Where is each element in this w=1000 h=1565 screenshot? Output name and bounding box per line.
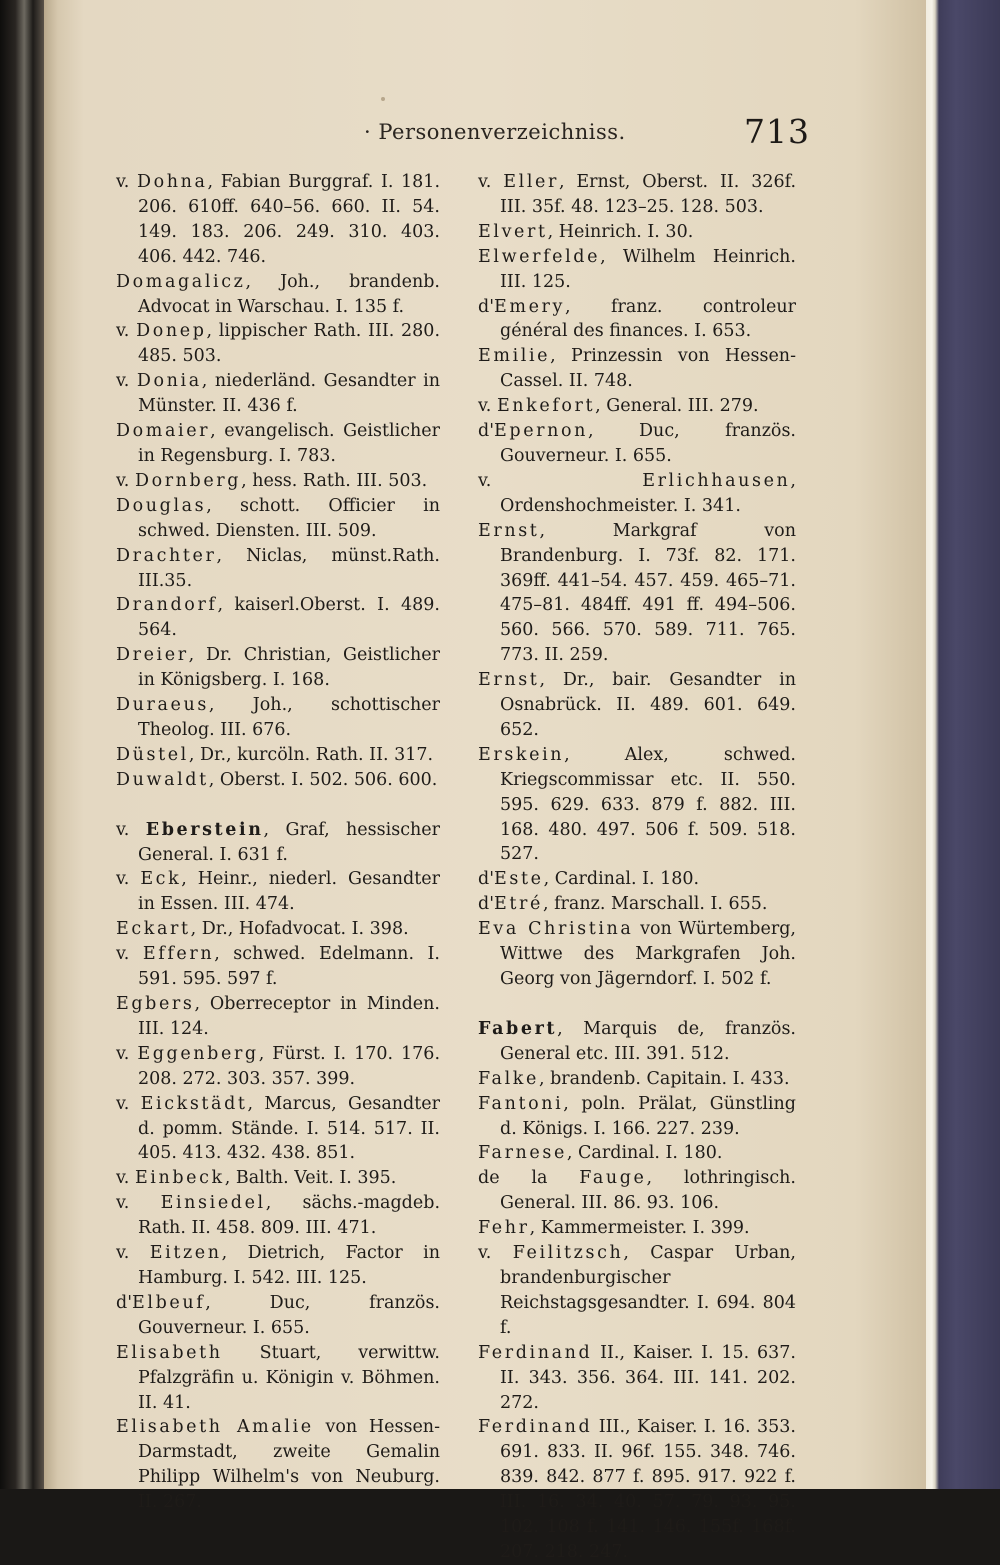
entry-prefix: v. xyxy=(116,371,137,392)
entry-references: , General. III. 279. xyxy=(595,396,759,417)
index-entry xyxy=(116,494,440,544)
entry-name: Falke xyxy=(478,1068,539,1089)
entry-name: Egbers xyxy=(116,994,195,1014)
entry-references: , Marcus, Gesandter d. pomm. Stände. I. 514. 517. II. 405. 413. 432. 438. 851. xyxy=(138,1093,440,1164)
index-entry xyxy=(116,818,440,868)
entry-prefix: v. xyxy=(116,1168,135,1189)
entry-name: Farnese xyxy=(478,1143,567,1164)
index-entry xyxy=(478,1241,796,1341)
entry-name: Eickstädt xyxy=(140,1093,248,1114)
entry-references: , Oberreceptor in Minden. III. 124. xyxy=(138,994,440,1039)
index-entry xyxy=(116,917,440,942)
entry-name: Duwaldt xyxy=(116,769,209,790)
entry-name: Eck xyxy=(140,869,182,890)
index-entry xyxy=(116,693,440,743)
index-column-right xyxy=(478,170,796,1565)
entry-name: Enkefort xyxy=(496,396,596,417)
index-entry xyxy=(478,519,796,668)
entry-name: Eitzen xyxy=(149,1243,222,1264)
entry-name: Elisabeth Amalie xyxy=(116,1417,314,1438)
index-entry xyxy=(116,469,440,494)
entry-name: Ernst xyxy=(478,670,540,691)
index-entry xyxy=(478,1141,796,1166)
page-number: 713 xyxy=(744,112,810,151)
index-entry xyxy=(116,1415,440,1515)
entry-references: , lothringisch. General. III. 86. 93. 106. xyxy=(500,1168,796,1214)
entry-references: , Heinrich. I. 30. xyxy=(547,221,694,242)
entry-name: Effern xyxy=(142,944,215,965)
index-entry xyxy=(116,1341,440,1416)
entry-references: , franz. Marschall. I. 655. xyxy=(542,894,768,915)
entry-references: , Heinr., niederl. Gesandter in Essen. III. 474. xyxy=(138,869,441,915)
index-entry xyxy=(478,245,796,295)
entry-references: , Alex, schwed. Kriegscommissar etc. II. 550. 595. 629. 633. 879 f. 882. III. 168. 480. 497. 506 f. 509. 518. 527. xyxy=(500,744,796,865)
entry-references: , Dr., kurcöln. Rath. II. 317. xyxy=(188,744,434,765)
entry-references: , Fabian Burggraf. I. 181. 206. 610ff. 640–56. 660. II. 54. 149. 183. 206. 249. 310. 403. 406. 442. 746. xyxy=(138,172,441,267)
index-entry xyxy=(116,743,440,768)
entry-name: Dohna xyxy=(137,172,208,192)
entry-name: Eller xyxy=(503,172,559,192)
index-entry xyxy=(116,544,440,594)
entry-references: , Marquis de, französ. General etc. III. 391. 512. xyxy=(500,1018,796,1064)
index-entry xyxy=(478,419,796,469)
entry-references: , Ordenshochmeister. I. 341. xyxy=(500,470,796,516)
index-entry xyxy=(478,1341,796,1416)
entry-name: Düstel xyxy=(116,744,189,765)
entry-prefix: v. xyxy=(116,172,137,192)
entry-references: , Oberst. I. 502. 506. 600. xyxy=(208,769,438,790)
index-entry xyxy=(478,867,796,892)
entry-references: , Dr., Hofadvocat. I. 398. xyxy=(190,919,409,940)
book-cover-edge xyxy=(926,0,1000,1489)
entry-references: , Kammermeister. I. 399. xyxy=(529,1218,750,1239)
index-entry xyxy=(116,170,440,270)
entry-references: , sächs.-magdeb. Rath. II. 458. 809. III. 471. xyxy=(138,1193,441,1239)
entry-references: , Cardinal. I. 180. xyxy=(566,1143,723,1164)
index-entry xyxy=(478,743,796,868)
entry-prefix: d' xyxy=(116,1292,133,1313)
index-entry xyxy=(478,220,796,245)
entry-name: Dornberg xyxy=(134,470,242,491)
entry-name: Drachter xyxy=(116,545,217,566)
entry-prefix: d' xyxy=(478,894,495,915)
entry-name: Duraeus xyxy=(116,695,209,716)
entry-name: Eckart xyxy=(116,919,191,940)
page-header xyxy=(44,112,926,162)
index-entry xyxy=(478,1017,796,1067)
entry-references: III., Kaiser. I. 16. 353. 691. 833. II. 96f. 155. 348. 746. 839. 842. 877 f. 895. 917. 922 f. III. 16. 34. 40. 57. 79. 93. 95. 102. 108 f. 141. 146. 155f. 168f. 207. 218. 247. xyxy=(500,1417,796,1562)
entry-name: Donia xyxy=(136,371,202,392)
entry-references: , brandenb. Capitain. I. 433. xyxy=(538,1068,790,1089)
entry-references: , Duc, französ. Gouverneur. I. 655. xyxy=(500,421,796,466)
entry-name: Eva Christina xyxy=(478,919,634,940)
entry-references: , Duc, französ. Gouverneur. I. 655. xyxy=(138,1292,440,1338)
entry-references: , hess. Rath. III. 503. xyxy=(241,470,428,491)
index-entry xyxy=(478,1067,796,1092)
entry-references: , franz. controleur général des finances. I. 653. xyxy=(500,296,796,342)
entry-prefix: v. xyxy=(116,1243,150,1264)
index-entry xyxy=(116,1166,440,1191)
entry-references: von Hessen-Darmstadt, zweite Gemalin Philipp Wilhelm's von Neuburg. II. 267. xyxy=(138,1417,440,1513)
entry-name: Domaier xyxy=(116,421,211,442)
entry-references: , kaiserl.Oberst. I. 489. 564. xyxy=(138,595,440,641)
entry-prefix: v. xyxy=(478,396,497,417)
entry-name: Douglas xyxy=(116,495,207,516)
book-gutter-edge xyxy=(0,0,44,1489)
index-entry xyxy=(478,1216,796,1241)
entry-prefix: v. xyxy=(478,470,643,491)
index-entry xyxy=(116,1042,440,1092)
index-entry xyxy=(478,917,796,992)
index-entry xyxy=(478,469,796,519)
index-entry xyxy=(478,1166,796,1216)
index-entry xyxy=(478,295,796,345)
entry-prefix: de la xyxy=(478,1168,580,1189)
entry-name: Emery xyxy=(494,296,565,317)
entry-prefix: v. xyxy=(116,1093,141,1114)
entry-prefix: v. xyxy=(116,819,146,840)
entry-name: Drandorf xyxy=(116,595,218,616)
index-entry xyxy=(116,369,440,419)
entry-name: Fabert xyxy=(478,1018,558,1039)
index-entry xyxy=(116,270,440,320)
entry-name: Einsiedel xyxy=(160,1193,266,1214)
entry-references: , Prinzessin von Hessen-Cassel. II. 748. xyxy=(500,346,796,392)
entry-prefix: v. xyxy=(478,1243,513,1264)
entry-name: Elbeuf xyxy=(132,1292,206,1313)
entry-prefix: v. xyxy=(116,944,143,965)
index-entry xyxy=(478,170,796,220)
index-entry xyxy=(478,1092,796,1142)
index-entry xyxy=(116,419,440,469)
entry-name: Elvert xyxy=(478,221,548,242)
entry-name: Ferdinand xyxy=(478,1417,593,1438)
entry-name: Donep xyxy=(136,321,207,342)
index-entry xyxy=(116,1241,440,1291)
entry-references: , Wilhelm Heinrich. III. 125. xyxy=(500,246,796,292)
index-entry xyxy=(116,992,440,1042)
entry-name: Epernon xyxy=(494,421,588,442)
entry-references: Stuart, verwittw. Pfalzgräfin u. Königin v. Böhmen. II. 41. xyxy=(138,1342,440,1413)
entry-references: , Fürst. I. 170. 176. 208. 272. 303. 357. 399. xyxy=(138,1043,441,1089)
index-entry xyxy=(116,867,440,917)
entry-references: , poln. Prälat, Günstling d. Königs. I. 166. 227. 239. xyxy=(500,1093,796,1139)
entry-name: Erskein xyxy=(478,744,565,765)
entry-name: Elisabeth xyxy=(116,1342,223,1363)
running-title: · Personenverzeichniss. xyxy=(364,120,626,144)
entry-references: , Cardinal. I. 180. xyxy=(543,869,700,890)
entry-prefix: v. xyxy=(116,321,137,342)
entry-name: Elwerfelde xyxy=(478,246,601,267)
entry-name: Eggenberg xyxy=(137,1043,259,1064)
entry-name: Ferdinand xyxy=(478,1342,593,1363)
entry-prefix: d' xyxy=(478,869,495,890)
index-entry xyxy=(116,593,440,643)
entry-references: , Dr. Christian, Geistlicher in Königsberg. I. 168. xyxy=(138,645,440,691)
entry-references: , schott. Officier in schwed. Diensten. III. 509. xyxy=(138,495,440,541)
entry-prefix: v. xyxy=(116,869,141,890)
entry-references: , schwed. Edelmann. I. 591. 595. 597 f. xyxy=(138,944,440,990)
index-entry xyxy=(478,1415,796,1564)
entry-name: Fauge xyxy=(579,1168,647,1189)
entry-references: , Joh., schottischer Theolog. III. 676. xyxy=(138,695,440,740)
entry-name: Emilie xyxy=(478,346,551,367)
entry-references: , Dietrich, Factor in Hamburg. I. 542. III. 125. xyxy=(138,1243,441,1288)
entry-name: Einbeck xyxy=(134,1168,225,1189)
entry-references: , Markgraf von Brandenburg. I. 73f. 82. 171. 369ff. 441–54. 457. 459. 465–71. 475–81. 484ff. 491 ff. 494–506. 560. 566. 570. 589. 711. 765. 773. II. 259. xyxy=(500,520,796,666)
entry-references: , Balth. Veit. I. 395. xyxy=(224,1168,397,1189)
entry-references: II., Kaiser. I. 15. 637. II. 343. 356. 364. III. 141. 202. 272. xyxy=(500,1342,796,1413)
index-entry xyxy=(478,668,796,743)
entry-name: Erlichhausen xyxy=(642,470,791,491)
index-entry xyxy=(116,942,440,992)
index-entry xyxy=(478,394,796,419)
entry-references: von Würtemberg, Wittwe des Markgrafen Joh. Georg von Jägerndorf. I. 502 f. xyxy=(500,919,796,989)
entry-name: Eberstein xyxy=(145,819,264,840)
entry-references: , Ernst, Oberst. II. 326f. III. 35f. 48. 123–25. 128. 503. xyxy=(500,172,797,217)
index-entry xyxy=(116,1291,440,1341)
entry-references: , evangelisch. Geistlicher in Regensburg. I. 783. xyxy=(138,421,440,466)
entry-name: Fehr xyxy=(478,1218,530,1239)
paper-speck xyxy=(381,97,385,101)
index-column-left xyxy=(116,170,440,1515)
entry-prefix: d' xyxy=(478,296,495,317)
index-entry xyxy=(116,319,440,369)
entry-prefix: v. xyxy=(478,172,504,192)
entry-prefix: v. xyxy=(116,470,135,491)
index-entry xyxy=(478,344,796,394)
index-entry xyxy=(116,1191,440,1241)
index-entry xyxy=(478,892,796,917)
entry-prefix: d' xyxy=(478,421,495,442)
entry-references: , lippischer Rath. III. 280. 485. 503. xyxy=(138,321,441,367)
entry-name: Etré xyxy=(494,894,543,915)
entry-name: Feilitzsch xyxy=(512,1243,624,1264)
entry-name: Ernst xyxy=(478,520,540,541)
entry-references: , Dr., bair. Gesandter in Osnabrück. II. 489. 601. 649. 652. xyxy=(500,670,796,740)
entry-references: , Joh., brandenb. Advocat in Warschau. I. 135 f. xyxy=(138,271,440,317)
entry-references: , Niclas, münst.Rath. III.35. xyxy=(138,545,440,591)
entry-name: Domagalicz xyxy=(116,271,246,292)
entry-references: , Graf, hessischer General. I. 631 f. xyxy=(138,819,440,865)
entry-prefix: v. xyxy=(116,1043,138,1064)
entry-references: , Caspar Urban, brandenburgischer Reichstagsgesandter. I. 694. 804 f. xyxy=(500,1243,796,1338)
entry-name: Fantoni xyxy=(478,1093,564,1114)
index-entry xyxy=(116,1092,440,1167)
entry-prefix: v. xyxy=(116,1193,161,1214)
entry-name: Este xyxy=(494,869,544,890)
entry-references: , niederländ. Gesandter in Münster. II. 436 f. xyxy=(138,371,440,417)
index-entry xyxy=(116,768,440,793)
entry-name: Dreier xyxy=(116,645,189,666)
index-entry xyxy=(116,643,440,693)
